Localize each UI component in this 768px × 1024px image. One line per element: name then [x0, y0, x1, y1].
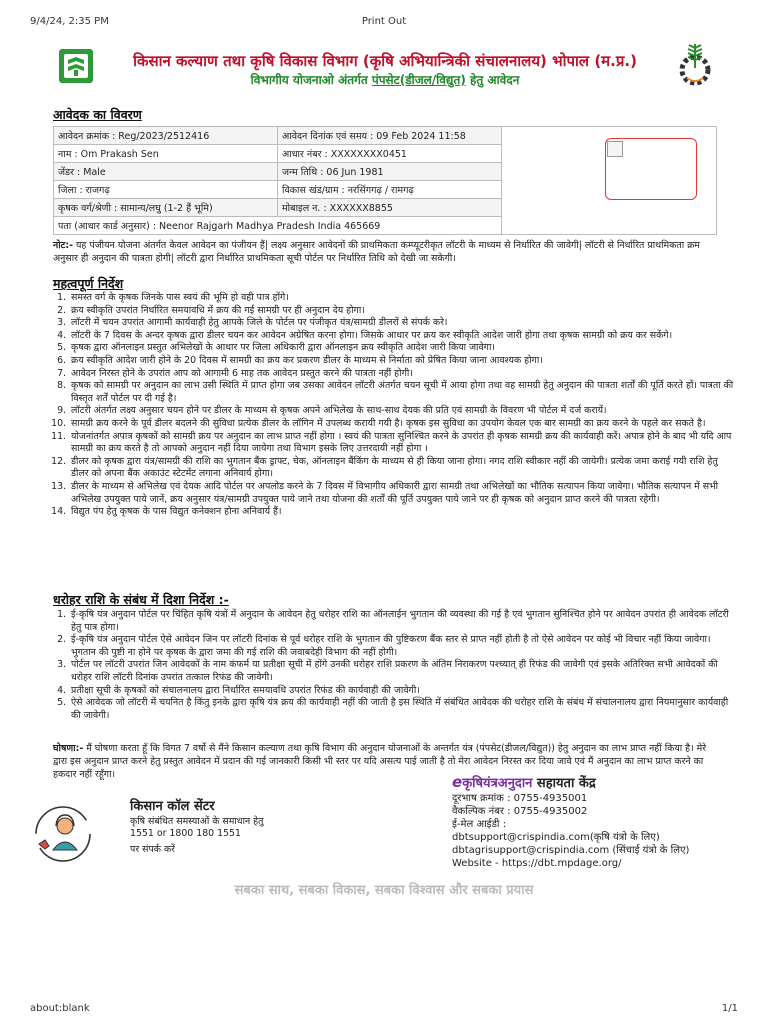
instruction-item: 8. कृषक को सामग्री पर अनुदान का लाभ उसी स्थिति में प्राप्त होगा जब उसका आवेदन लॉटरी अंतर्गत चयन सूची में आया होगा तथा वह सामग्री हेतु अनुदान की पात्रता शर्तों की पूर्ति करते हों। पात्रता की विस्तृत शर्तें पोर्टल पर दी गई है। — [69, 380, 735, 405]
instruction-item: 6. क्रय स्वीकृति आदेश जारी होने के 20 दिवस में सामग्री का क्रय कर प्रकरण डीलर के माध्यम से निर्माता को प्रेषित किया जाना आवश्यक होगा। — [69, 355, 735, 368]
instruction-item: 7. आवेदन निरस्त होने के उपरांत आप को आगामी 6 माह तक आवेदन प्रस्तुत करने की पात्रता नहीं होगी। — [69, 368, 735, 381]
application-number: आवेदन क्रमांक : Reg/2023/2512416 — [54, 127, 278, 145]
help-center — [452, 773, 732, 870]
print-url: about:blank — [30, 1003, 90, 1014]
department-logo-icon — [58, 48, 94, 84]
deposit-item: 3. पोर्टल पर लॉटरी उपरांत जिन आवेदकों के नाम कंफर्म या प्रतीक्षा सूची में होंगे उनकी धरोहर राशि प्रकरण के अंतिम निराकरण पश्च्यात् ही रिफंड की जावेगी एवं इसके अतिरिक्त सभी आवेदकों की धरोहर राशि लॉटरी दिनांक उपरांत तत्काल रिफंड की जावेगी। — [69, 659, 735, 684]
instruction-item: 14. विद्युत पंप हेतु कृषक के पास विद्युत कनेक्शन होना अनिवार्य हैं। — [69, 506, 735, 519]
call-center-phone: 1551 or 1800 180 1551 — [130, 828, 241, 839]
note-paragraph: नोट:- यह पंजीयन योजना अंतर्गत केवल आवेदन का पंजीयन हैं| लक्ष्य अनुसार आवेदनों की प्राथमिकता कम्प्यूटरीकृत लॉटरी के माध्यम से निर्धारित की जावेगी| लॉटरी से निर्धारित प्राथमिकता क्रम अनुसार ही अनुदान की पात्रता होगी| लॉटरी द्वारा निर्धारित प्राथमिकता सूची पोर्टल पर निर्धारित तिथि को देखी जा सकेगी। — [53, 240, 700, 264]
deposit-item: 5. ऐसे आवेदक जो लॉटरी में चयनित है किंतु इनके द्वारा कृषि यंत्र क्रय की कार्यवाही नहीं की जाती है इस स्थिति में संबंधित आवेदक की धरोहर राशि के संबंध में संचालनालय द्वारा नियमानुसार कार्यवाही की जावेगी। — [69, 697, 735, 722]
deposit-list — [53, 609, 735, 722]
help-email-1[interactable]: dbtsupport@crispindia.com(कृषि यंत्रो के लिए) — [452, 832, 660, 843]
block-village: विकास खंड/ग्राम : नरसिंगगढ़ / रामगढ़ — [278, 181, 502, 199]
instructions-list — [53, 292, 735, 519]
instruction-item: 2. क्रय स्वीकृति उपरांत निर्धारित समयावधि में क्रय की गई सामग्री पर ही अनुदान देय होगा। — [69, 305, 735, 318]
application-datetime: आवेदन दिनांक एवं समय : 09 Feb 2024 11:58 — [278, 127, 502, 145]
help-center-title: eकृषियंत्रअनुदान सहायता केंद्र — [452, 773, 596, 791]
deposit-item: 4. प्रतीक्षा सूची के कृषकों को संचालनालय द्वारा निर्धारित समयावधि उपरांत रिफंड की कार्यवाही की जावेगी। — [69, 685, 735, 698]
call-center-title: किसान कॉल सेंटर — [130, 799, 215, 814]
broken-image-icon — [607, 141, 623, 157]
instruction-item: 3. लॉटरी में चयन उपरांत आगामी कार्यवाही हेतु आपके जिले के पोर्टल पर पंजीकृत यंत्र/सामग्री डीलरों से संपर्क करे। — [69, 317, 735, 330]
print-datetime: 9/4/24, 2:35 PM — [30, 16, 109, 27]
mobile-number: मोबाइल न. : XXXXXX8855 — [278, 199, 502, 217]
page-subtitle: विभागीय योजनाओ अंतर्गत पंपसेट(डीजल/विद्युत) हेतु आवेदन — [250, 73, 520, 87]
instruction-item: 4. लॉटरी के 7 दिवस के अन्दर कृषक द्वारा डीलर चयन कर आवेदन अग्रेषित करना होगा। जिसके आधार पर क्रय कर स्वीकृति आदेश जारी होगा तथा कृषक सामग्री को क्रय कर सकेंगे। — [69, 330, 735, 343]
declaration-paragraph: घोषणा:- मैं घोषणा करता हूँ कि विगत 7 वर्षो से मैंने किसान कल्याण तथा कृषि विभाग की अनुदान योजनाओं के अन्तर्गत यंत्र (पंपसेट(डीजल/विद्युत)) हेतु अनुदान का लाभ प्राप्त नहीं किया है। मेरे द्वारा इस अनुदान प्राप्त करने हेतु प्रस्तुत आवेदन में प्रदान की गई जानकारी किसी भी स्तर पर यदि असत्य पाई जाती है तो मेरा आवेदन निरस्त कर दिया जावे एवं मैं अनुदान का लाभ प्राप्त करने का हकदार नहीं रहूँगा। — [53, 743, 707, 780]
instruction-item: 13. डीलर के माध्यम से अभिलेख एवं देयक आदि पोर्टल पर अपलोड करने के 7 दिवस में विभागीय अधिकारी द्वारा सामग्री तथा अभिलेखों का भौतिक सत्यापन किया जावेगा। भौतिक सत्यापन में सभी अभिलेख उपयुक्त पाये जानें, क्रय अनुसार यंत्र/सामग्री उपयुक्त पाये जाने तथा योजना की शर्तों की पूर्ति उपयुक्त पाये जाने पर ही कृषक को अनुदान प्राप्त करने की पात्रता रहेगी। — [69, 481, 735, 506]
applicant-section-title: आवेदक का विवरण — [53, 107, 142, 122]
birth-date: जन्म तिथि : 06 Jun 1981 — [278, 163, 502, 181]
district: जिला : राजगढ़ — [54, 181, 278, 199]
farmer-category: कृषक वर्ग/श्रेणी : सामान्य/लघु (1-2 हैं भूमि) — [54, 199, 278, 217]
instruction-item: 9. लॉटरी अंतर्गत लक्ष्य अनुसार चयन होने पर डीलर के माध्यम से कृषक अपने अभिलेख के साथ-साथ देयक की प्रति एवं सामग्री के विवरण भी पोर्टल में दर्ज करायें। — [69, 405, 735, 418]
instructions-title: महत्वपूर्ण निर्देश — [53, 276, 124, 291]
engineering-directorate-logo-icon — [675, 40, 715, 88]
gender: जेंडर : Male — [54, 163, 278, 181]
call-center-agent-icon — [33, 804, 93, 864]
help-email-2[interactable]: dbtagrisupport@crispindia.com (सिंचाई यंत्रो के लिए) — [452, 845, 690, 856]
help-phone: दूरभाष क्रमांक : 0755-4935001 — [452, 793, 588, 804]
deposit-title: धरोहर राशि के संबंध में दिशा निर्देश :- — [53, 592, 229, 607]
applicant-name: नाम : Om Prakash Sen — [54, 145, 278, 163]
slogan: सबका साथ, सबका विकास, सबका विश्वास और सबका प्रयास — [234, 883, 534, 898]
instruction-item: 1. समस्त वर्ग के कृषक जिनके पास स्वयं की भूमि हो वही पात्र होंगे। — [69, 292, 735, 305]
deposit-item: 2. ई-कृषि यंत्र अनुदान पोर्टल ऐसे आवेदन जिन पर लॉटरी दिनांक से पूर्व धरोहर राशि के भुगतान की पुष्टिकरण बैंक स्तर से प्राप्त नहीं होती है तो ऐसे आवेदन पर कोई भी विचार नहीं किया जावेगा। भुगतान की पुष्टी ना होने पर कृषक के द्वारा जमा की गई राशि की जवाबदेही विभाग की नहीं होगी। — [69, 634, 735, 659]
help-alt-phone: वैकल्पिक नंबर : 0755-4935002 — [452, 806, 588, 817]
page-number: 1/1 — [721, 1003, 738, 1014]
address: पता (आधार कार्ड अनुसार) : Neenor Rajgarh Madhya Pradesh India 465669 — [54, 217, 502, 235]
help-website[interactable]: Website - https://dbt.mpdage.org/ — [452, 858, 622, 869]
call-center-line1: कृषि संबंधित समस्याओं के समाधान हेतु — [130, 816, 264, 827]
applicant-photo — [605, 138, 697, 200]
aadhar-number: आधार नंबर : XXXXXXXX0451 — [278, 145, 502, 163]
instruction-item: 5. कृषक द्वारा ऑनलाइन प्रस्तुत अभिलेखों के आधार पर जिला अधिकारी द्वारा ऑनलाइन क्रय स्वीकृति आदेश जारी किया जावेगा। — [69, 342, 735, 355]
kisan-call-center — [33, 796, 363, 866]
print-footer — [30, 1003, 738, 1014]
instruction-item: 12. डीलर को कृषक द्वारा यंत्र/सामग्री की राशि का भुगतान बैंक ड्राफ्ट, चेक, ऑनलाइन बैंकिंग के माध्यम से ही किया जाना होगा। नगद राशि स्वीकार नहीं की जायेगी। प्रत्येक जमा कराई गयी राशि हेतु डीलर को अपना बैंक अकाउंट स्टेटमेंट लगाना अनिवार्य होगा। — [69, 456, 735, 481]
instruction-item: 11. योजनांतर्गत अपात्र कृषकों को सामग्री क्रय पर अनुदान का लाभ प्राप्त नहीं होगा । स्वयं की पात्रता सुनिश्चित करने के उपरांत ही कृषक सामग्री क्रय की कार्यवाही करें। अपात्र होने के बाद भी यदि आप सामग्री का क्रय करते है तो आपको अनुदान नहीं दिया जायेगा तथा विभाग इसके लिए उत्तरदायी नहीं होगा । — [69, 431, 735, 456]
deposit-item: 1. ई-कृषि यंत्र अनुदान पोर्टल पर चिंहित कृषि यंत्रों में अनुदान के आवेदन हेतु धरोहर राशि का ऑनलाईन भुगतान की व्यवस्था की गई है एवं भुगतान सुनिश्चित होने पर आवेदन उपरांत ही आवेदक लॉटरी हेतु पात्र होगा। — [69, 609, 735, 634]
page-title: किसान कल्याण तथा कृषि विकास विभाग (कृषि अभियान्त्रिकी संचालनालय) भोपाल (म.प्र.) — [133, 52, 637, 70]
instruction-item: 10. सामग्री क्रय करने के पूर्व डीलर बदलने की सुविधा प्रत्येक डीलर के लॉगिन में उपलब्ध करायी गयी है। कृषक इस सुविधा का उपयोग केवल एक बार सामग्री का क्रय करने के पहले कर सकते है। — [69, 418, 735, 431]
help-email-label: ई-मेल आईडी : — [452, 819, 507, 830]
call-center-line3: पर संपर्क करें — [130, 844, 176, 855]
print-title: Print Out — [361, 16, 407, 27]
